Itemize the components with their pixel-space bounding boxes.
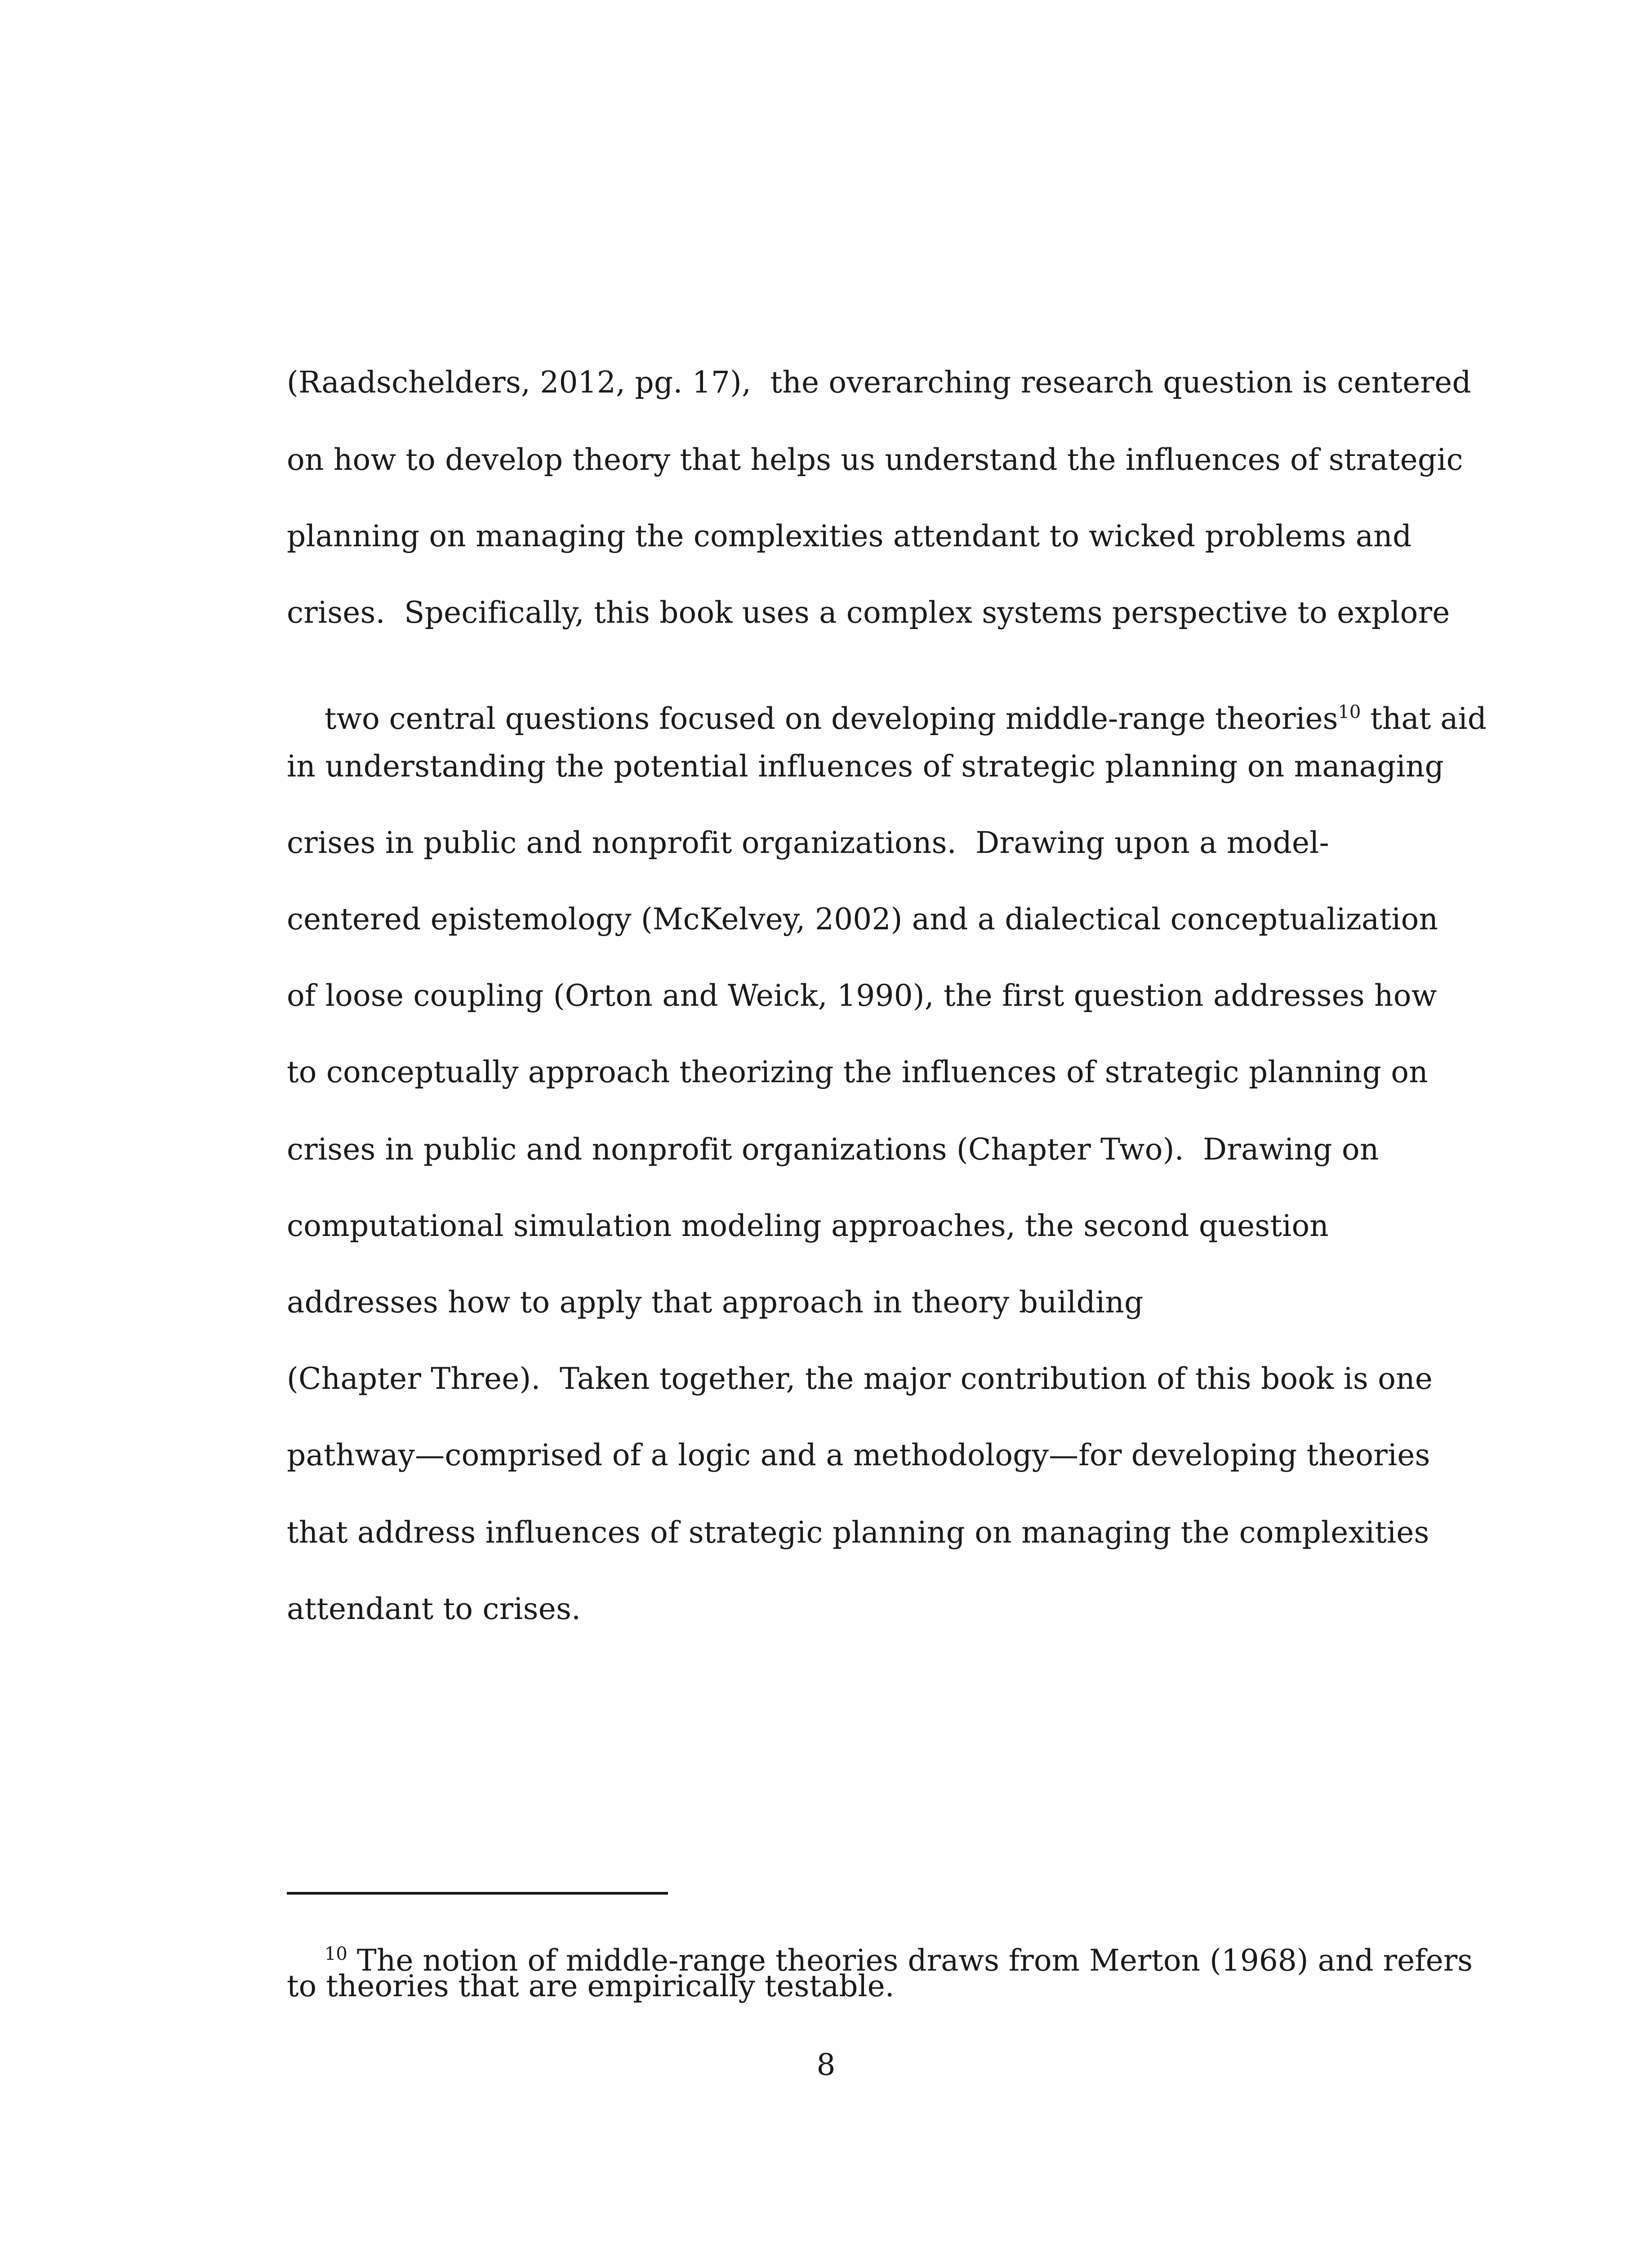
body-line-12: computational simulation modeling approaches, the second question	[287, 1209, 1329, 1243]
body-line-1: (Raadschelders, 2012, pg. 17), the overarching research question is centered	[287, 365, 1471, 400]
footnote-separator	[287, 1892, 668, 1895]
body-line-7: crises in public and nonprofit organizations. Drawing upon a model-	[287, 825, 1329, 860]
body-line-5-tail: that aid	[1361, 701, 1487, 736]
body-line-10: to conceptually approach theorizing the influences of strategic planning on	[287, 1055, 1428, 1089]
body-line-16: that address influences of strategic planning on managing the complexities	[287, 1515, 1429, 1550]
footnote-line-2: to theories that are empirically testable.	[287, 1969, 895, 2003]
body-line-17: attendant to crises.	[287, 1592, 581, 1626]
body-line-4: crises. Specifically, this book uses a complex systems perspective to explore	[287, 595, 1450, 630]
footnote-marker: 10	[324, 1944, 347, 1964]
body-line-13: addresses how to apply that approach in theory building	[287, 1285, 1144, 1320]
body-line-3: planning on managing the complexities attendant to wicked problems and	[287, 519, 1412, 553]
body-line-8: centered epistemology (McKelvey, 2002) and a dialectical conceptualization	[287, 902, 1438, 937]
body-line-2: on how to develop theory that helps us understand the influences of strategic	[287, 442, 1463, 477]
body-line-9: of loose coupling (Orton and Weick, 1990), the first question addresses how	[287, 978, 1437, 1013]
body-line-5-text: two central questions focused on developing middle-range theories	[324, 701, 1338, 736]
body-line-14: (Chapter Three). Taken together, the major contribution of this book is one	[287, 1361, 1433, 1396]
page-number: 8	[816, 2047, 836, 2082]
body-line-6: in understanding the potential influences of strategic planning on managing	[287, 749, 1444, 784]
footnote-line-1-text: The notion of middle-range theories draws from Merton (1968) and refers	[347, 1943, 1473, 1978]
body-line-15: pathway—comprised of a logic and a methodology—for developing theories	[287, 1438, 1430, 1472]
body-line-11: crises in public and nonprofit organizations (Chapter Two). Drawing on	[287, 1132, 1379, 1167]
footnote-reference-marker: 10	[1338, 702, 1361, 723]
